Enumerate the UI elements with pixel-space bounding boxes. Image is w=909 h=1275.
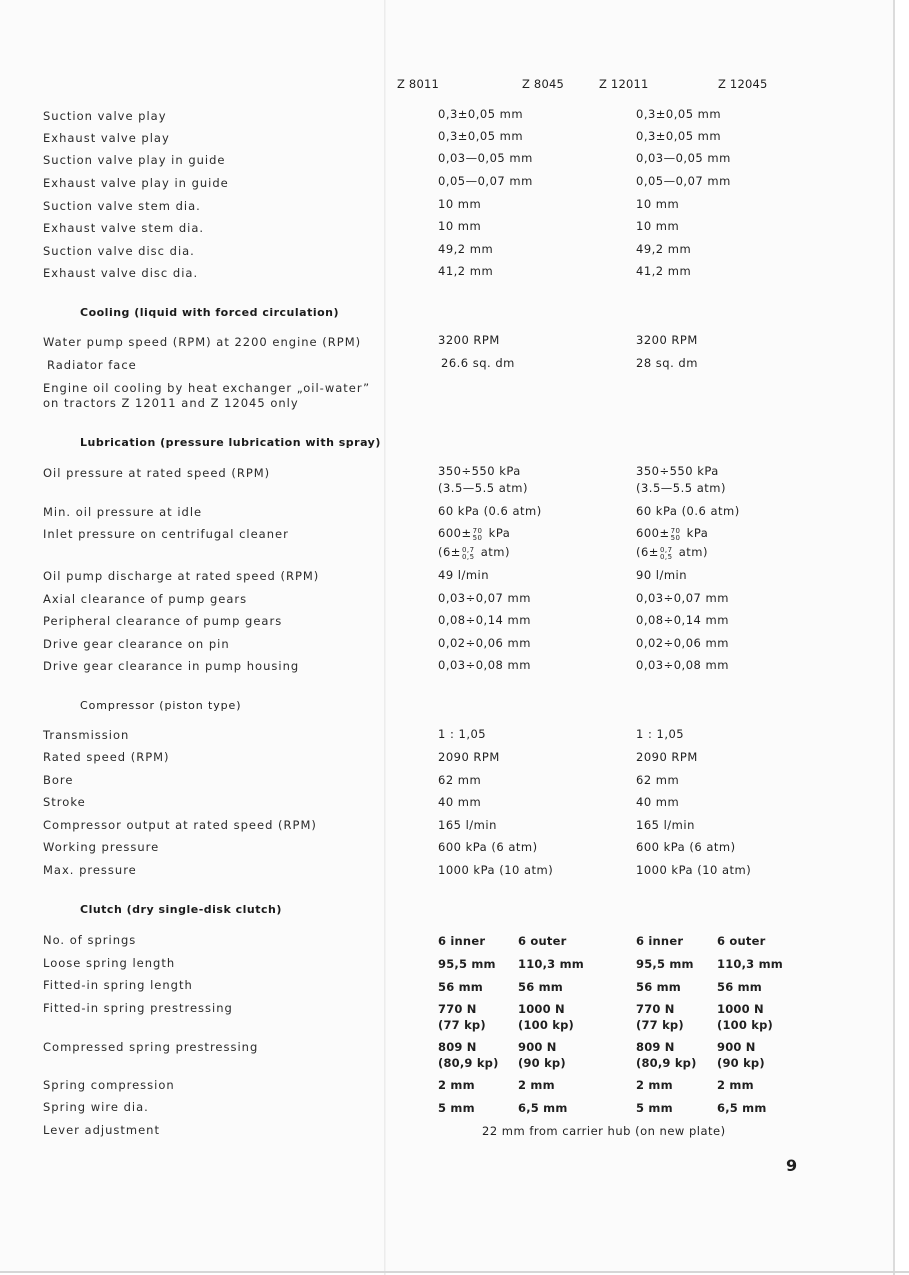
- spec-value: 60 kPa (0.6 atm): [636, 504, 740, 518]
- spec-value: 1000 N: [518, 1002, 565, 1016]
- spec-value: 49,2 mm: [438, 242, 494, 256]
- spec-value: 6 outer: [518, 934, 567, 948]
- spec-value: 60 kPa (0.6 atm): [438, 504, 542, 518]
- spec-value: 0,03÷0,08 mm: [438, 658, 531, 672]
- spec-value: 165 l/min: [636, 818, 695, 832]
- spec-value: 6 inner: [636, 934, 684, 948]
- spec-value: 1000 kPa (10 atm): [438, 863, 554, 877]
- tolerance-fraction: 70 50: [670, 527, 681, 542]
- spec-value: 110,3 mm: [518, 957, 584, 971]
- spec-value: (100 kp): [717, 1018, 774, 1032]
- spec-value: 2 mm: [636, 1078, 673, 1092]
- tolerance-fraction: 0,7 0,5: [659, 546, 673, 561]
- spec-value: 0,3±0,05 mm: [636, 107, 722, 121]
- spec-label: Axial clearance of pump gears: [43, 592, 248, 606]
- spec-value: 3200 RPM: [438, 333, 500, 347]
- spec-value: (90 kp): [717, 1056, 765, 1070]
- spec-value: 56 mm: [438, 980, 483, 994]
- spec-label: Spring compression: [43, 1078, 175, 1092]
- spec-value: 10 mm: [636, 219, 680, 233]
- column-header-z8045: Z 8045: [522, 77, 565, 91]
- spec-value: 0,03÷0,08 mm: [636, 658, 729, 672]
- spec-label: Water pump speed (RPM) at 2200 engine (RPM): [43, 335, 362, 349]
- spec-value: 28 sq. dm: [636, 356, 698, 370]
- spec-value: 809 N: [636, 1040, 675, 1054]
- spec-value: 110,3 mm: [717, 957, 783, 971]
- spec-value: 3200 RPM: [636, 333, 698, 347]
- spec-value: 900 N: [717, 1040, 756, 1054]
- spec-value: 41,2 mm: [636, 264, 692, 278]
- spec-value: 2 mm: [518, 1078, 555, 1092]
- spec-label: No. of springs: [43, 933, 137, 947]
- spec-value: 600 kPa (6 atm): [438, 840, 538, 854]
- spec-value: 10 mm: [636, 197, 680, 211]
- spec-value: 1000 N: [717, 1002, 764, 1016]
- section-title-compressor: Compressor (piston type): [80, 699, 242, 712]
- section-title-clutch: Clutch (dry single-disk clutch): [80, 903, 282, 916]
- spec-value: 40 mm: [636, 795, 680, 809]
- section-title-cooling: Cooling (liquid with forced circulation): [80, 306, 340, 319]
- spec-label: Exhaust valve stem dia.: [43, 221, 205, 235]
- spec-value: 40 mm: [438, 795, 482, 809]
- spec-value: 350÷550 kPa: [438, 464, 521, 478]
- spec-value: 0,02÷0,06 mm: [636, 636, 729, 650]
- spec-value: 5 mm: [438, 1101, 475, 1115]
- spec-label: Fitted-in spring length: [43, 978, 193, 992]
- section-title-lubrication: Lubrication (pressure lubrication with spray): [80, 436, 381, 449]
- spec-value: 0,03÷0,07 mm: [438, 591, 531, 605]
- tolerance-fraction: 70 50: [472, 527, 483, 542]
- column-header-z12011: Z 12011: [599, 77, 649, 91]
- page-number: 9: [786, 1156, 798, 1175]
- spec-value: 0,3±0,05 mm: [438, 129, 524, 143]
- spec-value: 95,5 mm: [438, 957, 496, 971]
- spec-label: Suction valve play: [43, 109, 167, 123]
- spec-value: 0,05—0,07 mm: [438, 174, 533, 188]
- spec-label: Peripheral clearance of pump gears: [43, 614, 283, 628]
- spec-value: 0,03÷0,07 mm: [636, 591, 729, 605]
- spec-value: 26.6 sq. dm: [441, 356, 515, 370]
- spec-value: (90 kp): [518, 1056, 566, 1070]
- spec-value: 809 N: [438, 1040, 477, 1054]
- spec-value: 49,2 mm: [636, 242, 692, 256]
- spec-value-inlet-kpa: 600± 70 50 kPa: [438, 526, 511, 542]
- spec-value: 6,5 mm: [518, 1101, 568, 1115]
- spec-value: (77 kp): [438, 1018, 486, 1032]
- spec-value: 0,02÷0,06 mm: [438, 636, 531, 650]
- spec-value: 165 l/min: [438, 818, 497, 832]
- spec-value: 1000 kPa (10 atm): [636, 863, 752, 877]
- spec-value: 0,03—0,05 mm: [438, 151, 533, 165]
- spec-value: 6 inner: [438, 934, 486, 948]
- spec-label: Inlet pressure on centrifugal cleaner: [43, 527, 289, 541]
- column-header-z8011: Z 8011: [397, 77, 440, 91]
- spec-label: Exhaust valve play in guide: [43, 176, 229, 190]
- spec-label: Radiator face: [47, 358, 137, 372]
- tolerance-fraction: 0,7 0,5: [461, 546, 475, 561]
- spec-label: Suction valve disc dia.: [43, 244, 195, 258]
- binding-gutter: [384, 0, 386, 1275]
- column-header-z12045: Z 12045: [718, 77, 768, 91]
- spec-value: 2090 RPM: [636, 750, 698, 764]
- spec-label: Drive gear clearance in pump housing: [43, 659, 300, 673]
- spec-value: 2 mm: [438, 1078, 475, 1092]
- spec-label: Exhaust valve play: [43, 131, 170, 145]
- spec-value: 6 outer: [717, 934, 766, 948]
- spec-label: Min. oil pressure at idle: [43, 505, 203, 519]
- spec-value: 62 mm: [636, 773, 680, 787]
- spec-label: Fitted-in spring prestressing: [43, 1001, 233, 1015]
- spec-value: (100 kp): [518, 1018, 575, 1032]
- spec-label: Bore: [43, 773, 74, 787]
- spec-value: 1 : 1,05: [438, 727, 487, 741]
- spec-label: Rated speed (RPM): [43, 750, 170, 764]
- spec-value: 0,3±0,05 mm: [438, 107, 524, 121]
- spec-value: 49 l/min: [438, 568, 490, 582]
- spec-value: 2 mm: [717, 1078, 754, 1092]
- spec-value: 0,03—0,05 mm: [636, 151, 731, 165]
- spec-value: 770 N: [636, 1002, 675, 1016]
- spec-label: Suction valve stem dia.: [43, 199, 201, 213]
- spec-value: 770 N: [438, 1002, 477, 1016]
- spec-label: Lever adjustment: [43, 1123, 160, 1137]
- spec-label: Suction valve play in guide: [43, 153, 226, 167]
- spec-label: Stroke: [43, 795, 86, 809]
- spec-value: 95,5 mm: [636, 957, 694, 971]
- spec-value: 90 l/min: [636, 568, 688, 582]
- spec-value: (80,9 kp): [438, 1056, 499, 1070]
- spec-value: 1 : 1,05: [636, 727, 685, 741]
- spec-value-inlet-kpa: 600± 70 50 kPa: [636, 526, 709, 542]
- spec-label: Engine oil cooling by heat exchanger „oil-water”: [43, 381, 371, 395]
- page-edge-right: [893, 0, 895, 1275]
- spec-label: Max. pressure: [43, 863, 137, 877]
- spec-value: 2090 RPM: [438, 750, 500, 764]
- page-edge-bottom: [0, 1271, 909, 1273]
- spec-label: Compressor output at rated speed (RPM): [43, 818, 317, 832]
- spec-value: 0,3±0,05 mm: [636, 129, 722, 143]
- spec-label: Oil pressure at rated speed (RPM): [43, 466, 271, 480]
- spec-label: Loose spring length: [43, 956, 176, 970]
- spec-value: 600 kPa (6 atm): [636, 840, 736, 854]
- spec-value: 56 mm: [717, 980, 762, 994]
- spec-label: Working pressure: [43, 840, 160, 854]
- spec-value: 0,05—0,07 mm: [636, 174, 731, 188]
- spec-value: 56 mm: [636, 980, 681, 994]
- spec-value: 350÷550 kPa: [636, 464, 719, 478]
- spec-value: 6,5 mm: [717, 1101, 767, 1115]
- spec-value-inlet-atm: (6± 0,7 0,5 atm): [636, 545, 708, 561]
- spec-value: 41,2 mm: [438, 264, 494, 278]
- spec-value: (80,9 kp): [636, 1056, 697, 1070]
- spec-value: 900 N: [518, 1040, 557, 1054]
- spec-label: Spring wire dia.: [43, 1100, 149, 1114]
- spec-label: Transmission: [43, 728, 130, 742]
- spec-label: Compressed spring prestressing: [43, 1040, 259, 1054]
- spec-value: 56 mm: [518, 980, 563, 994]
- spec-value: 5 mm: [636, 1101, 673, 1115]
- spec-value: 0,08÷0,14 mm: [636, 613, 729, 627]
- spec-value: 10 mm: [438, 197, 482, 211]
- spec-value: (3.5—5.5 atm): [636, 481, 726, 495]
- lever-adjustment-note: 22 mm from carrier hub (on new plate): [482, 1124, 726, 1138]
- spec-label: on tractors Z 12011 and Z 12045 only: [43, 396, 299, 410]
- spec-label: Exhaust valve disc dia.: [43, 266, 199, 280]
- spec-label: Drive gear clearance on pin: [43, 637, 230, 651]
- spec-value: 0,08÷0,14 mm: [438, 613, 531, 627]
- spec-value: (77 kp): [636, 1018, 684, 1032]
- spec-value: 62 mm: [438, 773, 482, 787]
- spec-value: (3.5—5.5 atm): [438, 481, 528, 495]
- spec-value: 10 mm: [438, 219, 482, 233]
- spec-value-inlet-atm: (6± 0,7 0,5 atm): [438, 545, 510, 561]
- spec-label: Oil pump discharge at rated speed (RPM): [43, 569, 320, 583]
